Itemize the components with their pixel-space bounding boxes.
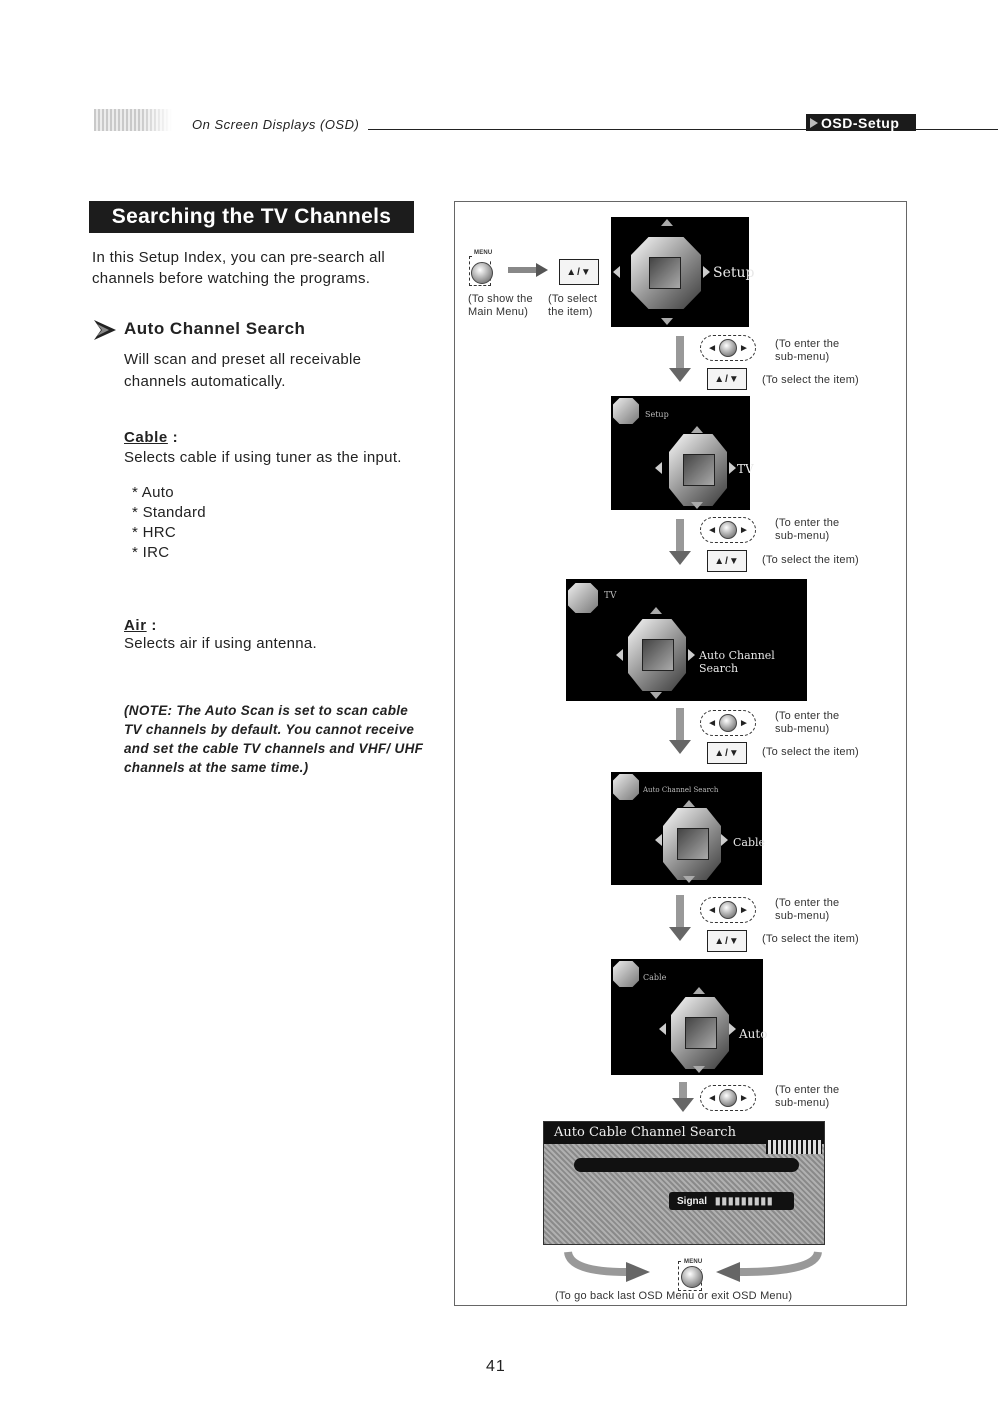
caption-select-item: (To select the item)	[548, 293, 598, 318]
list-item: * Standard	[132, 504, 206, 521]
header-tag-label: OSD-Setup	[821, 114, 900, 131]
menu-key-label: MENU	[473, 247, 493, 260]
up-down-key: ▲/▼	[707, 930, 747, 952]
left-arrow-icon	[616, 649, 623, 661]
left-arrow-icon	[613, 266, 620, 278]
caption-select-item: (To select the item)	[762, 746, 859, 758]
up-arrow-icon	[683, 800, 695, 807]
caption-select-item: (To select the item)	[762, 933, 859, 945]
header-tag	[806, 114, 916, 131]
right-arrow-icon	[729, 462, 736, 474]
section-description: Will scan and preset all receivable channels automatically.	[124, 351, 362, 390]
breadcrumb-label: Auto Channel Search	[643, 786, 719, 794]
list-item: * IRC	[132, 544, 170, 561]
osd-screen-cable	[611, 959, 768, 1075]
caption-select-item: (To select the item)	[762, 554, 859, 566]
right-arrow-icon	[703, 266, 710, 278]
up-arrow-icon	[650, 607, 662, 614]
enter-button-icon: ◄ ►	[700, 335, 756, 361]
signal-strength-bars	[766, 1140, 822, 1154]
section-heading: Auto Channel Search	[124, 319, 306, 338]
air-label: Air :	[124, 617, 158, 634]
left-arrow-icon	[655, 462, 662, 474]
osd-screen-tv	[611, 396, 754, 510]
note-text: (NOTE: The Auto Scan is set to scan cable TV channels by default. You cannot receive and set the cable TV channels and VHF/ UHF channels at the same time.)	[124, 703, 424, 775]
auto-cube-icon	[671, 997, 729, 1069]
bullet-arrow-icon	[92, 317, 118, 343]
caption-enter-submenu: (To enter the sub-menu)	[775, 1084, 840, 1109]
down-flow-arrow-icon	[669, 708, 691, 754]
left-arrow-icon	[659, 1023, 666, 1035]
up-down-key: ▲/▼	[707, 368, 747, 390]
caption-enter-submenu: (To enter the sub-menu)	[775, 710, 840, 735]
cable-mini-icon	[613, 961, 639, 987]
setup-cube-icon	[631, 237, 701, 309]
channel-search-cube-icon	[628, 619, 686, 691]
setup-mini-icon	[613, 398, 639, 424]
enter-button-icon: ◄ ►	[700, 517, 756, 543]
up-down-key: ▲/▼	[707, 742, 747, 764]
cable-cube-icon	[663, 808, 721, 880]
down-arrow-icon	[693, 1066, 705, 1073]
breadcrumb-label: Setup	[645, 410, 669, 419]
right-arrow-icon	[508, 263, 548, 277]
up-arrow-icon	[691, 426, 703, 433]
right-arrow-icon	[688, 649, 695, 661]
down-flow-arrow-icon	[669, 336, 691, 382]
page-title: Searching the TV Channels	[89, 201, 414, 233]
up-down-key: ▲/▼	[559, 259, 599, 285]
osd-screen-auto-channel-search	[611, 772, 766, 885]
air-description: Selects air if using antenna.	[124, 635, 317, 652]
screen-option-label: Cable	[733, 836, 766, 849]
screen-option-label: TV	[737, 462, 754, 476]
tv-mini-icon	[568, 583, 598, 613]
signal-level-icon: ▮▮▮▮▮▮▮▮▮	[715, 1195, 774, 1207]
breadcrumb-label: Cable	[643, 973, 667, 982]
cable-options-list	[132, 483, 206, 563]
down-flow-arrow-icon	[672, 1082, 694, 1112]
right-arrow-icon	[721, 834, 728, 846]
signal-label: Signal	[677, 1195, 708, 1207]
up-arrow-icon	[693, 987, 705, 994]
up-arrow-icon	[661, 219, 673, 226]
breadcrumb-label: TV	[604, 591, 617, 601]
down-arrow-icon	[691, 502, 703, 509]
down-arrow-icon	[650, 692, 662, 699]
screen-option-label: Auto Channel Search	[699, 649, 775, 675]
menu-button-icon	[471, 262, 493, 284]
caption-show-main-menu: (To show the Main Menu)	[468, 293, 533, 318]
cable-label: Cable :	[124, 429, 179, 446]
down-flow-arrow-icon	[669, 519, 691, 565]
tv-cube-icon	[669, 434, 727, 506]
left-arrow-icon	[655, 834, 662, 846]
curved-right-arrow-icon	[566, 1250, 662, 1282]
channel-search-mini-icon	[613, 774, 639, 800]
caption-select-item: (To select the item)	[762, 374, 859, 386]
right-arrow-icon	[729, 1023, 736, 1035]
menu-button-icon	[681, 1266, 703, 1288]
enter-button-icon: ◄ ►	[700, 710, 756, 736]
search-progress-bar	[574, 1158, 799, 1172]
enter-button-icon: ◄ ►	[700, 1085, 756, 1111]
auto-cable-search-screen	[543, 1121, 825, 1245]
caption-enter-submenu: (To enter the sub-menu)	[775, 897, 840, 922]
page-number: 41	[486, 1358, 506, 1375]
intro-text: In this Setup Index, you can pre-search all channels before watching the programs.	[92, 249, 386, 287]
header-section-title: On Screen Displays (OSD)	[192, 117, 360, 132]
caption-enter-submenu: (To enter the sub-menu)	[775, 517, 840, 542]
search-screen-title: Auto Cable Channel Search	[544, 1122, 824, 1144]
menu-key-label: MENU	[683, 1256, 703, 1269]
list-item: * Auto	[132, 484, 174, 501]
down-arrow-icon	[683, 876, 695, 883]
down-arrow-icon	[661, 318, 673, 325]
screen-option-label: Setup	[713, 265, 755, 281]
enter-button-icon: ◄ ►	[700, 897, 756, 923]
screen-option-label: Auto	[739, 1027, 768, 1041]
curved-left-arrow-icon	[710, 1250, 822, 1282]
osd-screen-setup	[611, 217, 755, 327]
caption-back-exit: (To go back last OSD Menu or exit OSD Menu)	[555, 1290, 793, 1302]
up-down-key: ▲/▼	[707, 550, 747, 572]
list-item: * HRC	[132, 524, 177, 541]
header-decoration	[94, 109, 172, 131]
caption-enter-submenu: (To enter the sub-menu)	[775, 338, 840, 363]
play-arrow-icon	[810, 118, 818, 128]
osd-screen-tv-submenu	[566, 579, 807, 701]
cable-description: Selects cable if using tuner as the input.	[124, 449, 402, 466]
signal-indicator	[669, 1192, 794, 1210]
down-flow-arrow-icon	[669, 895, 691, 941]
